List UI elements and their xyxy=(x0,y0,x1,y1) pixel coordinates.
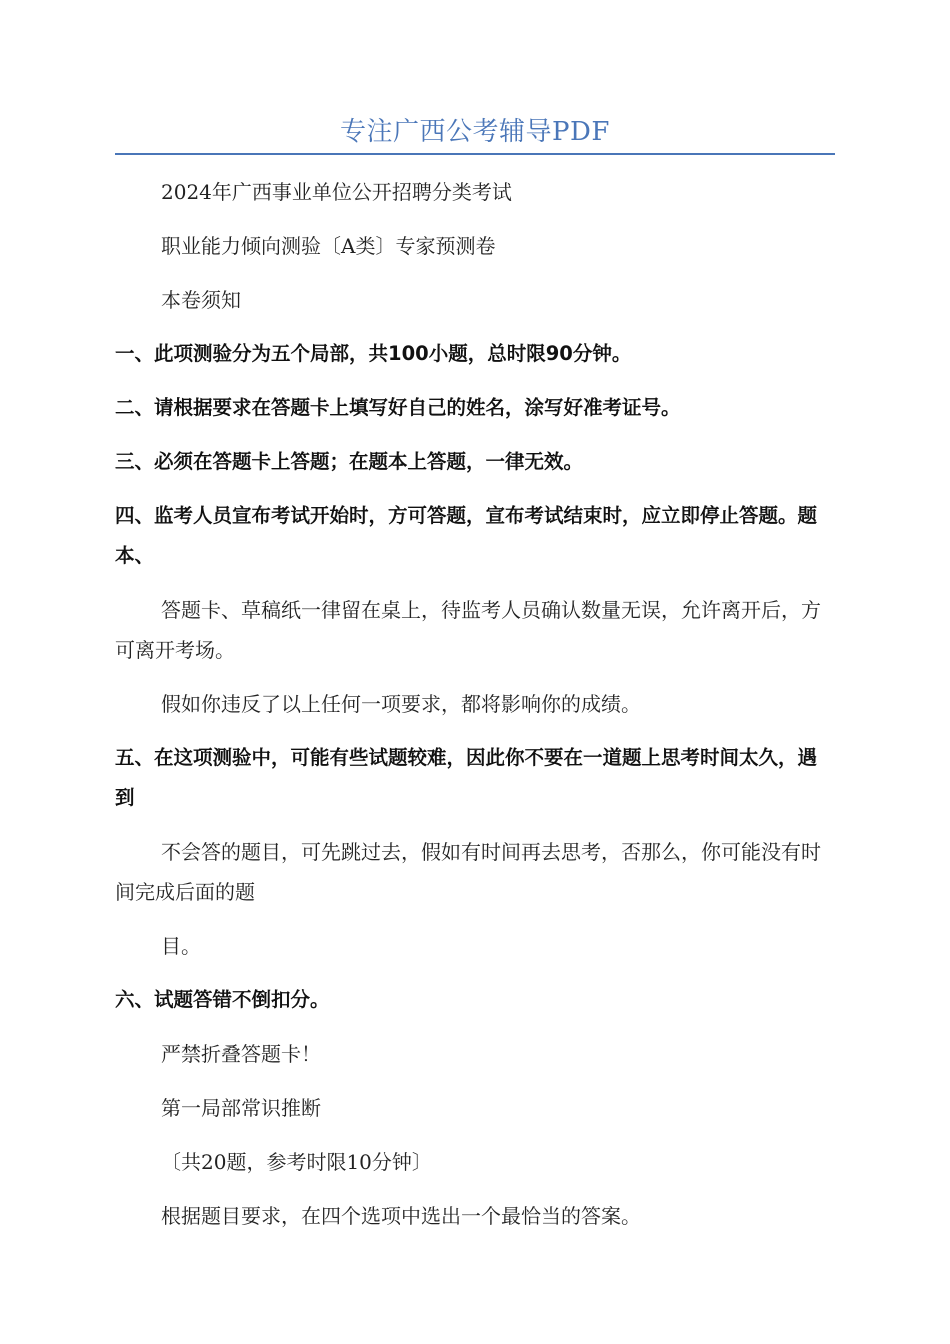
instruction-warning: 假如你违反了以上任何一项要求，都将影响你的成绩。 xyxy=(161,692,641,716)
section-1-info: 〔共20题，参考时限10分钟〕 xyxy=(161,1150,432,1174)
instructions-heading: 本卷须知 xyxy=(161,288,241,312)
instruction-6: 六、试题答错不倒扣分。 xyxy=(115,988,330,1011)
page-header xyxy=(115,112,835,152)
instruction-4: 四、监考人员宣布考试开始时，方可答题，宣布考试结束时，应立即停止答题。题本、 xyxy=(115,504,818,567)
document-body xyxy=(115,172,835,1236)
exam-title-line-1: 2024年广西事业单位公开招聘分类考试 xyxy=(161,180,512,204)
instruction-5-end: 目。 xyxy=(161,934,201,958)
folding-warning: 严禁折叠答题卡！ xyxy=(161,1042,321,1066)
instruction-2: 二、请根据要求在答题卡上填写好自己的姓名，涂写好准考证号。 xyxy=(115,396,681,419)
header-divider xyxy=(115,153,835,155)
instruction-1: 一、此项测验分为五个局部，共100小题，总时限90分钟。 xyxy=(115,342,632,365)
section-1-title: 第一局部常识推断 xyxy=(161,1096,321,1120)
header-title: 专注广西公考辅导PDF xyxy=(340,117,610,147)
section-1-directions: 根据题目要求，在四个选项中选出一个最恰当的答案。 xyxy=(161,1204,641,1228)
instruction-4-continued: 答题卡、草稿纸一律留在桌上，待监考人员确认数量无误，允许离开后，方可离开考场。 xyxy=(115,598,821,662)
exam-title-line-2: 职业能力倾向测验〔A类〕专家预测卷 xyxy=(161,234,496,258)
instruction-3: 三、必须在答题卡上答题；在题本上答题，一律无效。 xyxy=(115,450,584,473)
instruction-5-continued: 不会答的题目，可先跳过去，假如有时间再去思考，否那么，你可能没有时间完成后面的题 xyxy=(115,840,821,904)
instruction-5: 五、在这项测验中，可能有些试题较难，因此你不要在一道题上思考时间太久，遇到 xyxy=(115,746,818,809)
